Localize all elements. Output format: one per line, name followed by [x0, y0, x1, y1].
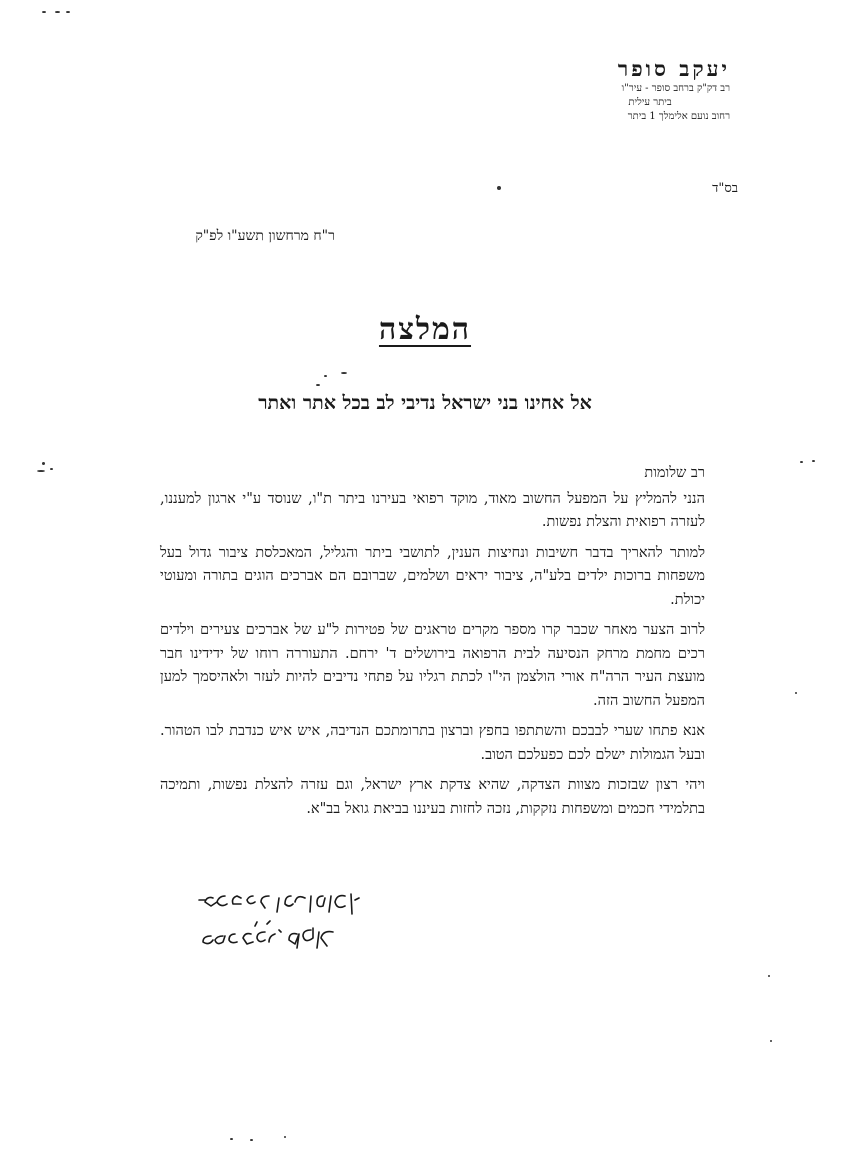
letter-body: [160, 462, 705, 828]
scan-speck: [42, 462, 45, 465]
body-paragraph: ויהי רצון שבזכות מצוות הצדקה, שהיא צדקת ארץ ישראל, וגם עזרה להצלת נפשות, ותמיכה בתלמידי חכמים ומשפחות נזקקות, נזכה לחזות בעיננו בביאת גואל בב"א.: [160, 777, 705, 817]
bsd-header: בס"ד: [712, 181, 738, 196]
letterhead-address: רחוב נועם אלימלך 1 ביתר: [627, 111, 730, 122]
scan-speck: [55, 11, 60, 13]
scan-speck: [800, 461, 803, 463]
signature-drawing: [195, 886, 395, 966]
scan-speck: [795, 692, 797, 694]
scan-speck: [324, 375, 327, 377]
greeting: רב שלומות: [644, 465, 705, 481]
letterhead-title: רב דק"ק ברחב סופר - עיר"ו: [621, 83, 730, 94]
scan-speck: [812, 460, 815, 462]
scan-speck: [768, 975, 770, 977]
letter-date: ר"ח מרחשון תשע"ו לפ"ק: [195, 228, 335, 244]
scan-speck: [316, 384, 320, 386]
scan-speck: [770, 1040, 772, 1042]
scan-speck: [42, 11, 46, 13]
letterhead: [510, 56, 730, 124]
scan-speck: [250, 1139, 253, 1141]
body-paragraph: לרוב הצער מאחר שכבר קרו מספר מקרים טראגים של פטירות ל"ע של אברכים צעירים וילדים רכים מחמת מרחק הנסיעה לבית הרפואה בירושלים ד' ירחם. התעוררה רוחו של ידידינו חבר מועצת העיר הרה"ח אורי הולצמן הי"ו לכתת רגליו על פתחי נדיבים להיות לעזר ולאהיסמך למען המפעל החשוב הזה.: [160, 622, 705, 709]
scan-speck: [341, 372, 347, 374]
body-paragraph: למותר להאריך בדבר חשיבות ונחיצות הענין, לתושבי ביתר והגליל, המאכלסת ציבור גדול בעל משפחות ברוכות ילדים בלע"ה, ציבור יראים ושלמים, שברובם הם אברכים הוגים בתורה ומעוטי יכולת.: [160, 544, 705, 608]
scan-speck: [66, 11, 70, 13]
handwritten-signature: [195, 886, 395, 966]
scan-speck: [284, 1136, 286, 1138]
letter-title: המלצה: [378, 312, 472, 347]
scan-speck: [497, 186, 501, 190]
letterhead-city: ביתר עילית: [628, 97, 672, 108]
scan-speck: [230, 1138, 233, 1140]
scan-speck: [37, 470, 45, 472]
body-paragraph: אנא פתחו שערי לבבכם והשתתפו בחפץ וברצון בתרומתכם הנדיבה, איש איש כנדבת לבו הטהור. ובעל הגמולות ישלם לכם כפעלכם הטוב.: [160, 723, 705, 763]
scan-speck: [50, 468, 53, 470]
addressee-line: אל אחינו בני ישראל נדיבי לב בכל אתר ואתר: [258, 392, 592, 414]
body-paragraph: הנני להמליץ על המפעל החשוב מאוד, מוקד רפואי בעירנו ביתר ת"ו, שנוסד ע"י ארגון למעננו, לעזרה רפואית והצלת נפשות.: [160, 490, 705, 530]
letterhead-name: יעקב סופר: [617, 56, 730, 81]
